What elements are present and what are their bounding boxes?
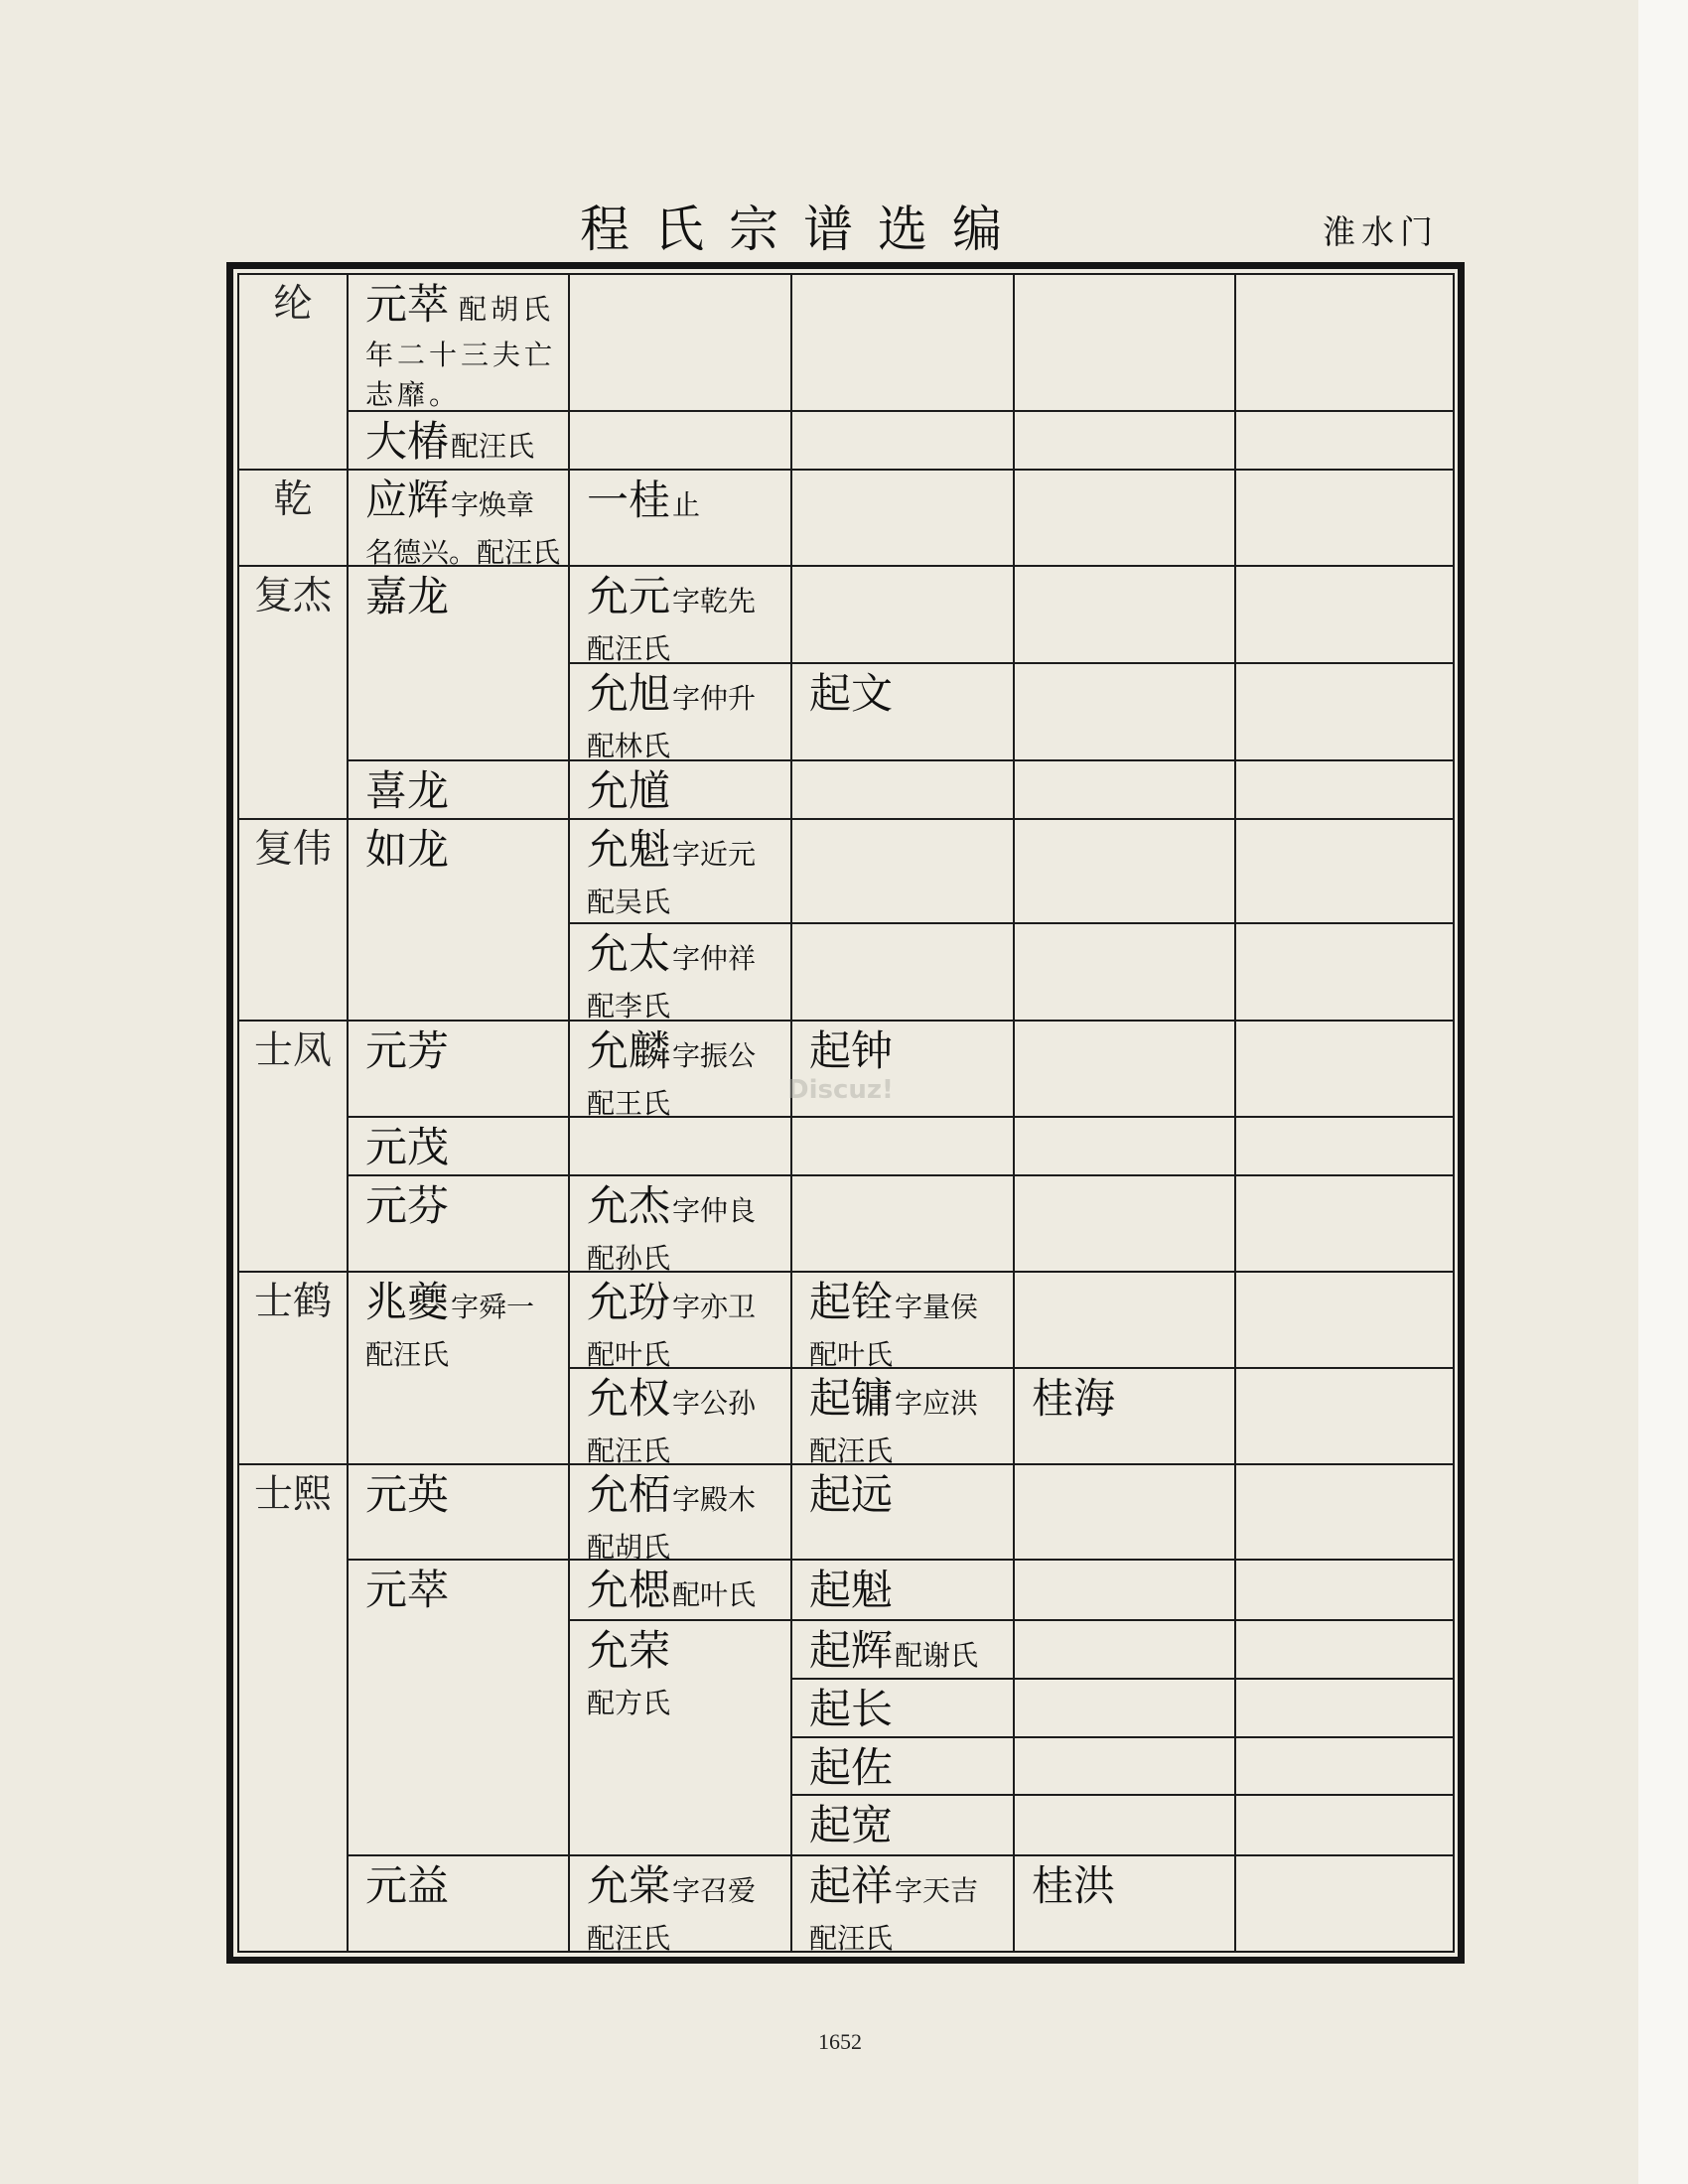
empty-cell bbox=[1234, 410, 1455, 471]
person-cell bbox=[568, 1271, 792, 1369]
empty-cell bbox=[790, 922, 1015, 1022]
person-note: 配汪氏 bbox=[451, 430, 535, 463]
person-name: 允太 bbox=[587, 929, 671, 978]
person-name: 允馗 bbox=[587, 766, 671, 815]
person-cell bbox=[790, 1678, 1015, 1738]
person-cell bbox=[347, 1020, 570, 1118]
empty-cell bbox=[1234, 759, 1455, 820]
person-note: 字仲良 bbox=[672, 1194, 757, 1227]
page-number: 1652 bbox=[818, 2029, 862, 2054]
person-cell bbox=[568, 1854, 792, 1953]
generation-cell bbox=[237, 818, 349, 1022]
person-note-line: 配吴氏 bbox=[587, 886, 671, 918]
person-cell bbox=[347, 469, 570, 567]
person-name: 允旭 bbox=[587, 669, 671, 718]
person-name: 起辉 bbox=[809, 1626, 894, 1675]
person-name: 元英 bbox=[365, 1470, 450, 1519]
empty-cell bbox=[790, 410, 1015, 471]
person-note-line: 志靡。 bbox=[365, 378, 462, 411]
empty-cell bbox=[1234, 1736, 1455, 1796]
person-cell bbox=[568, 1174, 792, 1273]
empty-cell bbox=[790, 273, 1015, 412]
person-name: 起长 bbox=[809, 1685, 894, 1733]
person-note-line: 名德兴。配汪氏 bbox=[365, 536, 561, 569]
empty-cell bbox=[1234, 1619, 1455, 1680]
person-cell bbox=[347, 1271, 570, 1465]
empty-cell bbox=[1013, 1794, 1236, 1856]
person-note-line: 配李氏 bbox=[587, 990, 671, 1023]
person-cell bbox=[790, 1559, 1015, 1621]
person-note: 字焕章 bbox=[451, 488, 535, 521]
generation-cell bbox=[237, 469, 349, 567]
person-cell bbox=[347, 273, 570, 412]
person-cell bbox=[347, 410, 570, 471]
person-cell bbox=[347, 565, 570, 761]
empty-cell bbox=[1013, 410, 1236, 471]
empty-cell bbox=[1234, 922, 1455, 1022]
person-note-line: 配汪氏 bbox=[587, 632, 671, 665]
person-name: 兆夔 bbox=[365, 1278, 450, 1326]
person-cell bbox=[347, 1174, 570, 1273]
person-name: 喜龙 bbox=[365, 766, 450, 815]
person-name: 允玢 bbox=[587, 1278, 671, 1326]
person-note-line: 配林氏 bbox=[587, 730, 671, 762]
empty-cell bbox=[1013, 1020, 1236, 1118]
person-name: 允棠 bbox=[587, 1861, 671, 1910]
person-cell bbox=[790, 1271, 1015, 1369]
empty-cell bbox=[1234, 1794, 1455, 1856]
father-name: 复伟 bbox=[253, 827, 332, 872]
person-note: 配胡氏 bbox=[459, 293, 555, 326]
empty-cell bbox=[1234, 662, 1455, 761]
person-note-line: 配叶氏 bbox=[587, 1338, 671, 1371]
empty-cell bbox=[1234, 1678, 1455, 1738]
empty-cell bbox=[1234, 1854, 1455, 1953]
person-cell bbox=[568, 469, 792, 567]
empty-cell bbox=[790, 565, 1015, 664]
person-cell bbox=[568, 922, 792, 1022]
person-name: 元芬 bbox=[365, 1181, 450, 1230]
empty-cell bbox=[1013, 662, 1236, 761]
generation-cell bbox=[237, 1020, 349, 1273]
empty-cell bbox=[1013, 818, 1236, 924]
empty-cell bbox=[790, 469, 1015, 567]
margin-strip bbox=[1638, 0, 1688, 2184]
person-cell bbox=[347, 1463, 570, 1561]
person-note-line: 配叶氏 bbox=[809, 1338, 894, 1371]
generation-cell bbox=[237, 565, 349, 820]
empty-cell bbox=[790, 818, 1015, 924]
empty-cell bbox=[1013, 1619, 1236, 1680]
empty-cell bbox=[1013, 565, 1236, 664]
person-name: 起宽 bbox=[809, 1801, 894, 1849]
person-note-line: 配汪氏 bbox=[587, 1922, 671, 1955]
person-note: 字仲升 bbox=[672, 682, 757, 715]
person-note: 字应洪 bbox=[895, 1387, 979, 1420]
person-note-line: 配汪氏 bbox=[365, 1338, 450, 1371]
person-cell bbox=[568, 759, 792, 820]
person-cell bbox=[347, 1116, 570, 1176]
generation-cell bbox=[237, 273, 349, 471]
empty-cell bbox=[790, 1174, 1015, 1273]
person-name: 应辉 bbox=[365, 476, 450, 524]
father-name: 士鹤 bbox=[253, 1280, 332, 1324]
person-name: 允楒 bbox=[587, 1566, 671, 1614]
empty-cell bbox=[1234, 818, 1455, 924]
branch-label: 淮水门 bbox=[1323, 212, 1439, 251]
person-note: 字仲祥 bbox=[672, 942, 757, 975]
person-cell bbox=[790, 1367, 1015, 1465]
empty-cell bbox=[1013, 1271, 1236, 1369]
person-name: 嘉龙 bbox=[365, 572, 450, 620]
person-note-line: 配方氏 bbox=[587, 1687, 671, 1719]
person-cell bbox=[1013, 1367, 1236, 1465]
person-name: 桂洪 bbox=[1032, 1861, 1116, 1910]
person-cell bbox=[790, 1854, 1015, 1953]
empty-cell bbox=[1234, 1174, 1455, 1273]
page-title: 程氏宗谱选编 bbox=[580, 201, 1027, 258]
empty-cell bbox=[1234, 565, 1455, 664]
father-name: 纶 bbox=[273, 282, 313, 327]
empty-cell bbox=[1234, 1559, 1455, 1621]
empty-cell bbox=[568, 1116, 792, 1176]
person-cell bbox=[790, 1619, 1015, 1680]
person-cell bbox=[790, 1736, 1015, 1796]
person-cell bbox=[347, 818, 570, 1022]
person-name: 起佐 bbox=[809, 1743, 894, 1792]
father-name: 士凤 bbox=[253, 1028, 332, 1073]
person-name: 起镛 bbox=[809, 1374, 894, 1423]
person-name: 允麟 bbox=[587, 1026, 671, 1075]
person-name: 元萃 bbox=[365, 280, 450, 329]
person-name: 起铨 bbox=[809, 1278, 894, 1326]
person-note-line: 年二十三夫亡 bbox=[365, 339, 557, 371]
empty-cell bbox=[1013, 922, 1236, 1022]
person-note: 配谢氏 bbox=[895, 1639, 979, 1672]
empty-cell bbox=[790, 759, 1015, 820]
person-name: 如龙 bbox=[365, 825, 450, 874]
generation-cell bbox=[237, 1271, 349, 1465]
person-cell bbox=[568, 1367, 792, 1465]
person-note: 字近元 bbox=[672, 838, 757, 871]
person-note: 字量侯 bbox=[895, 1291, 979, 1323]
empty-cell bbox=[1013, 1116, 1236, 1176]
person-cell bbox=[568, 1463, 792, 1564]
person-note: 配叶氏 bbox=[672, 1578, 757, 1611]
empty-cell bbox=[1234, 1020, 1455, 1118]
person-name: 起钟 bbox=[809, 1026, 894, 1075]
person-cell bbox=[1013, 1854, 1236, 1953]
person-name: 一桂 bbox=[587, 476, 671, 524]
empty-cell bbox=[1234, 469, 1455, 567]
person-cell bbox=[790, 1463, 1015, 1561]
person-name: 大椿 bbox=[365, 417, 450, 466]
person-name: 元茂 bbox=[365, 1123, 450, 1171]
empty-cell bbox=[568, 410, 792, 471]
person-note: 字殿木 bbox=[672, 1483, 757, 1516]
watermark: Discuz! bbox=[787, 1075, 894, 1105]
person-name: 允栢 bbox=[587, 1470, 671, 1519]
person-name: 元芳 bbox=[365, 1026, 450, 1075]
person-cell bbox=[347, 1854, 570, 1953]
generation-cell bbox=[237, 1463, 349, 1953]
person-cell bbox=[568, 565, 792, 664]
person-note-line: 配汪氏 bbox=[809, 1922, 894, 1955]
empty-cell bbox=[1234, 1463, 1455, 1561]
person-name: 允荣 bbox=[587, 1626, 671, 1675]
empty-cell bbox=[568, 273, 792, 412]
father-name: 复杰 bbox=[253, 574, 332, 618]
person-note: 字振公 bbox=[672, 1039, 757, 1072]
empty-cell bbox=[1234, 1367, 1455, 1465]
empty-cell bbox=[1234, 1271, 1455, 1369]
person-name: 起魁 bbox=[809, 1566, 894, 1614]
empty-cell bbox=[1013, 1678, 1236, 1738]
person-name: 允杰 bbox=[587, 1181, 671, 1230]
empty-cell bbox=[1013, 759, 1236, 820]
person-cell bbox=[568, 1619, 792, 1856]
person-note: 止 bbox=[672, 488, 701, 521]
person-note-line: 配王氏 bbox=[587, 1087, 671, 1120]
person-name: 起文 bbox=[809, 669, 894, 718]
person-note: 字乾先 bbox=[672, 585, 757, 617]
person-name: 允魁 bbox=[587, 825, 671, 874]
empty-cell bbox=[1013, 1174, 1236, 1273]
person-name: 允元 bbox=[587, 572, 671, 620]
person-note: 字亦卫 bbox=[672, 1291, 757, 1323]
person-name: 元益 bbox=[365, 1861, 450, 1910]
empty-cell bbox=[1013, 273, 1236, 412]
empty-cell bbox=[1234, 273, 1455, 412]
father-name: 乾 bbox=[273, 478, 313, 522]
person-cell bbox=[568, 1020, 792, 1118]
person-cell bbox=[347, 1559, 570, 1856]
person-note: 字召爱 bbox=[672, 1874, 757, 1907]
empty-cell bbox=[1013, 1559, 1236, 1621]
person-cell bbox=[347, 759, 570, 820]
person-name: 起祥 bbox=[809, 1861, 894, 1910]
person-name: 元萃 bbox=[365, 1566, 450, 1614]
person-cell bbox=[568, 1559, 792, 1621]
empty-cell bbox=[1013, 1463, 1236, 1561]
person-note-line: 配汪氏 bbox=[809, 1434, 894, 1467]
person-name: 桂海 bbox=[1032, 1374, 1116, 1423]
person-note: 字天吉 bbox=[895, 1874, 979, 1907]
person-note-line: 配胡氏 bbox=[587, 1531, 671, 1564]
father-name: 士熙 bbox=[253, 1472, 332, 1517]
person-cell bbox=[790, 1794, 1015, 1856]
person-name: 起远 bbox=[809, 1470, 894, 1519]
person-cell bbox=[568, 818, 792, 924]
empty-cell bbox=[1234, 1116, 1455, 1176]
empty-cell bbox=[790, 1116, 1015, 1176]
person-cell bbox=[568, 662, 792, 761]
empty-cell bbox=[1013, 1736, 1236, 1796]
person-cell bbox=[790, 662, 1015, 761]
person-name: 允权 bbox=[587, 1374, 671, 1423]
person-note: 字公孙 bbox=[672, 1387, 757, 1420]
person-note-line: 配孙氏 bbox=[587, 1242, 671, 1275]
empty-cell bbox=[1013, 469, 1236, 567]
person-note: 字舜一 bbox=[451, 1291, 535, 1323]
person-note-line: 配汪氏 bbox=[587, 1434, 671, 1467]
